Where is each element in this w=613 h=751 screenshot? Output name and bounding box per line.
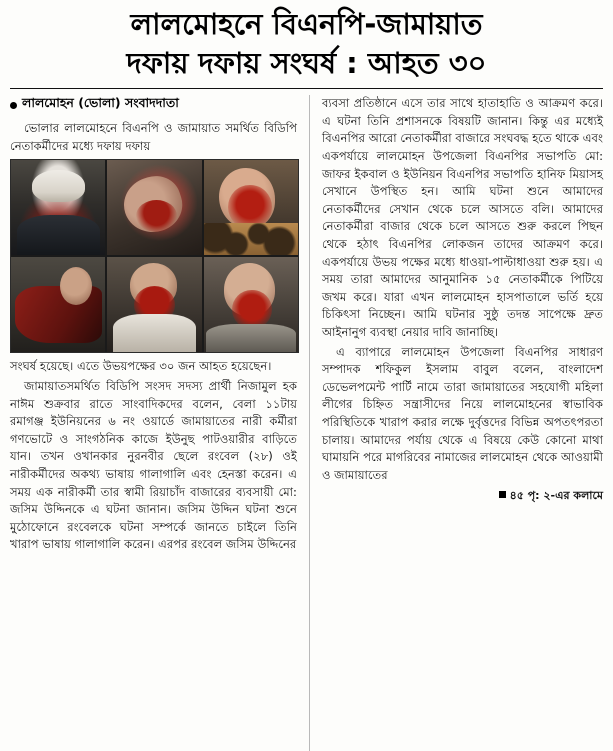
article-columns	[10, 95, 603, 751]
paragraph: ব্যবসা প্রতিষ্ঠানে এসে তার সাথে হাতাহাতি ও আক্রমণ করে। এ ঘটনা তিনি প্রশাসনকে বিষয়টি জানান। কিন্তু এর মধ্যেই বিএনপির আরো নেতাকর্মীরা বাজারে সংঘবদ্ধ হতে থাকে এবং একপর্যায়ে লালমোহন উপজেলা বিএনপির সভাপতি মো: জাফর ইকবাল ও ইউনিয়ন বিএনপির সভাপতি হানিফ মিয়াসহ সেখানে উপস্থিত হন। আমি ঘটনা শুনে আমাদের নেতাকর্মীদের সেখান থেকে চলে আসতে বলি। আমাদের নেতাকর্মীরা বাজার থেকে চলে আসতে শুরু করলে পিছন থেকে হঠাৎ বিএনপির লোকজন তাদের আক্রমণ করে। একপর্যায়ে উভয় পক্ষের মধ্যে ধাওয়া-পাল্টাধাওয়া শুরু হয়। এ সময় তারা আমাদের আনুমানিক ১৫ নেতাকর্মীকে পিটিয়ে জখম করে। যারা এখন লালমোহন হাসপাতালে ভর্তি হয়ে চিকিৎসা নিচ্ছেন। আমি ঘটনার সুষ্ঠু তদন্ত সাপেক্ষে দ্রুত আইনানুগ ব্যবস্থা নেয়ার দাবি জানাচ্ছি।	[321, 96, 603, 339]
byline	[10, 95, 297, 115]
headline-line-1: লালমোহনে বিএনপি-জামায়াত	[130, 7, 483, 41]
left-body-text	[10, 358, 297, 554]
right-column	[322, 95, 603, 751]
photo-bald-man-bloodied	[204, 257, 298, 352]
photo-collage	[10, 159, 299, 353]
paragraph: ভোলার লালমোহনে বিএনপি ও জামায়াত সমর্থিত বিডিপি নেতাকর্মীদের মধ্যে দফায় দফায়	[10, 121, 297, 153]
left-column	[10, 95, 297, 751]
paragraph: জামায়াতসমর্থিত বিডিপি সংসদ সদস্য প্রার্থী নিজামুল হক নাঈম শুক্রবার রাতে সাংবাদিকদের বলেন, বেলা ১১টায় রমাগঞ্জ ইউনিয়নের ৬ নং ওয়ার্ডে জামায়াতের নারী কর্মীরা গণভোটে ও সাংগঠনিক কাজে ইউনুছ পাটওয়ারীর বাড়িতে যান। তখন ওখানকার নুরনবীর ছেলে রংবেল (২৮) ওই নারীকর্মীদের অকথ্য ভাষায় গালাগালি এবং হেনস্তা করেন। এ সময় এক নারীকর্মী তার স্বামী রিয়াচাঁদ বাজারের ব্যবসায়ী মো: জসিম উদ্দিনকে এ ঘটনা জানান। জসিম উদ্দিন ঘটনা শুনে মুঠোফোনে রংবেলকে ঘটনা সম্পর্কে জানতে চাইলে তিনি খারাপ ভাষায় গালাগালি করেন। এরপর রংবেল জসিম উদ্দিনের	[10, 378, 297, 552]
photo-injured-man-bandage	[11, 160, 105, 255]
photo-bloodied-face-ground	[107, 160, 201, 255]
byline-text: লালমোহন (ভোলা) সংবাদদাতা	[22, 95, 179, 111]
headline-line-2: দফায় দফায় সংঘর্ষ : আহত ৩০	[126, 45, 487, 80]
photo-injured-man-white-vest	[107, 257, 201, 352]
continuation-text: ৪৫ পৃ: ২-এর কলামে	[509, 489, 603, 503]
page-title	[10, 6, 603, 81]
right-body-text	[322, 95, 603, 484]
square-bullet-icon	[499, 491, 506, 498]
paragraph: সংঘর্ষ হয়েছে। এতে উভয়পক্ষের ৩০ জন আহত হয়েছেন।	[10, 359, 272, 374]
headline-divider	[10, 88, 603, 89]
bullet-icon	[10, 102, 17, 109]
photo-injured-face-leopard-cloth	[204, 160, 298, 255]
column-divider	[309, 95, 310, 751]
left-intro-text	[10, 120, 297, 155]
paragraph: এ ব্যাপারে লালমোহন উপজেলা বিএনপির সাধারণ সম্পাদক শফিকুল ইসলাম বাবুল বলেন, বাংলাদেশ ডেভেলপমেন্ট পার্টি নামে তারা জামায়াতের সহযোগী মহিলা লীগের চিহ্নিত সন্ত্রাসীদের নিয়ে লালমোহনের স্বাভাবিক পরিস্থিতিকে খারাপ করার লক্ষে দুর্বৃত্তদের বিভিন্ন অপতৎপরতা চালায়। আমাদের পর্যায় থেকে এ বিষয়ে কেউ কোনো মাথা ঘামায়নি পরে মাগরিবের নামাজের লালমোহন থেকে আওয়ামী ও জামায়াতের	[321, 344, 603, 482]
photo-injured-man-red-shirt	[11, 257, 105, 352]
continuation-note	[322, 487, 603, 506]
